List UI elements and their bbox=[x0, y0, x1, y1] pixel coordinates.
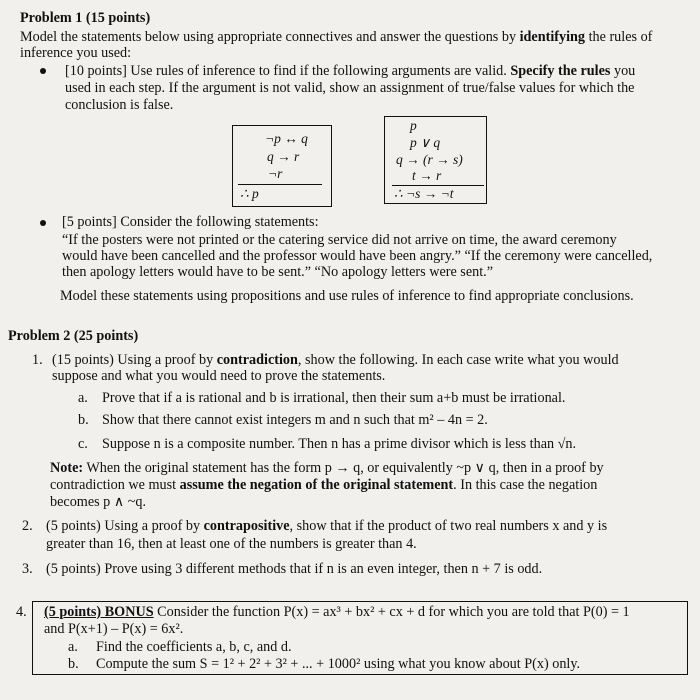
item1-line1: (15 points) Using a proof by contradiction, show the following. In each case write what you would bbox=[52, 352, 619, 368]
item3-line1: (5 points) Prove using 3 different methods that if n is an even integer, then n + 7 is odd. bbox=[46, 561, 543, 577]
item4-sub-b-text: Compute the sum S = 1² + 2² + 3² + ... + 1000² using what you know about P(x) only. bbox=[96, 656, 581, 672]
argument1-rule bbox=[238, 184, 322, 185]
problem1-intro-line2: inference you used: bbox=[20, 45, 132, 61]
item2-line2: greater than 16, then at least one of the numbers is greater than 4. bbox=[46, 536, 417, 552]
argument1-premise3: ¬r bbox=[268, 166, 283, 181]
bullet2-line4: then apology letters would have to be sent.” “No apology letters were sent.” bbox=[62, 264, 494, 280]
bullet1-line2: used in each step. If the argument is not valid, show an assignment of true/false values for which the bbox=[65, 80, 635, 96]
bullet1-line3: conclusion is false. bbox=[65, 97, 174, 113]
argument2-premise2: p ∨ q bbox=[410, 135, 441, 150]
problem2-title: Problem 2 (25 points) bbox=[8, 328, 139, 344]
item2-number: 2. bbox=[22, 518, 33, 534]
argument1-premise1: ¬p ↔ q bbox=[265, 131, 308, 146]
item4-sub-a-label: a. bbox=[68, 639, 78, 655]
item1-line2: suppose and what you would need to prove the statements. bbox=[52, 368, 386, 384]
item2-line1: (5 points) Using a proof by contrapositive, show that if the product of two real numbers x and y is bbox=[46, 518, 608, 534]
item4-sub-b-label: b. bbox=[68, 656, 79, 672]
item3-number: 3. bbox=[22, 561, 33, 577]
note-line3: becomes p ∧ ~q. bbox=[50, 494, 147, 510]
argument2-premise4: t → r bbox=[412, 168, 442, 183]
item1-number: 1. bbox=[32, 352, 43, 368]
problem1-intro-line1: Model the statements below using appropriate connectives and answer the questions by identifying the rules of bbox=[20, 29, 653, 45]
item4-sub-a-text: Find the coefficients a, b, c, and d. bbox=[96, 639, 292, 655]
bullet2-line2: “If the posters were not printed or the catering service did not arrive on time, the award ceremony bbox=[62, 232, 617, 248]
bullet2-line1: [5 points] Consider the following statements: bbox=[62, 214, 319, 230]
bullet-icon bbox=[40, 68, 46, 74]
item1-sub-a-text: Prove that if a is rational and b is irrational, then their sum a+b must be irrational. bbox=[102, 390, 566, 406]
item1-sub-c-label: c. bbox=[78, 436, 88, 452]
item4-number: 4. bbox=[16, 604, 27, 620]
item4-line1: (5 points) BONUS Consider the function P(x) = ax³ + bx² + cx + d for which you are told that P(0) = 1 bbox=[44, 604, 630, 620]
item1-sub-a-label: a. bbox=[78, 390, 88, 406]
argument2-premise3: q → (r → s) bbox=[396, 152, 463, 167]
bullet1-line1: [10 points] Use rules of inference to find if the following arguments are valid. Specify the rules you bbox=[65, 63, 636, 79]
item1-sub-c-text: Suppose n is a composite number. Then n has a prime divisor which is less than √n. bbox=[102, 436, 577, 452]
bullet-icon bbox=[40, 220, 46, 226]
problem1-title: Problem 1 (15 points) bbox=[20, 10, 151, 26]
note-line1: Note: When the original statement has the form p → q, or equivalently ~p ∨ q, then in a proof by bbox=[50, 460, 604, 476]
item1-sub-b-label: b. bbox=[78, 412, 89, 428]
argument1-premise2: q → r bbox=[267, 149, 300, 164]
bullet2-line3: would have been cancelled and the professor would have been angry.” “If the ceremony were cancelled, bbox=[62, 248, 653, 264]
argument2-premise1: p bbox=[410, 118, 417, 133]
bullet2-line5: Model these statements using propositions and use rules of inference to find appropriate conclusions. bbox=[60, 288, 634, 304]
argument2-conclusion: ∴ ¬s → ¬t bbox=[394, 186, 454, 201]
note-line2: contradiction we must assume the negation of the original statement. In this case the negation bbox=[50, 477, 598, 493]
item1-sub-b-text: Show that there cannot exist integers m and n such that m² – 4n = 2. bbox=[102, 412, 488, 428]
item4-line2: and P(x+1) – P(x) = 6x². bbox=[44, 621, 184, 637]
argument1-conclusion: ∴ p bbox=[240, 186, 259, 201]
